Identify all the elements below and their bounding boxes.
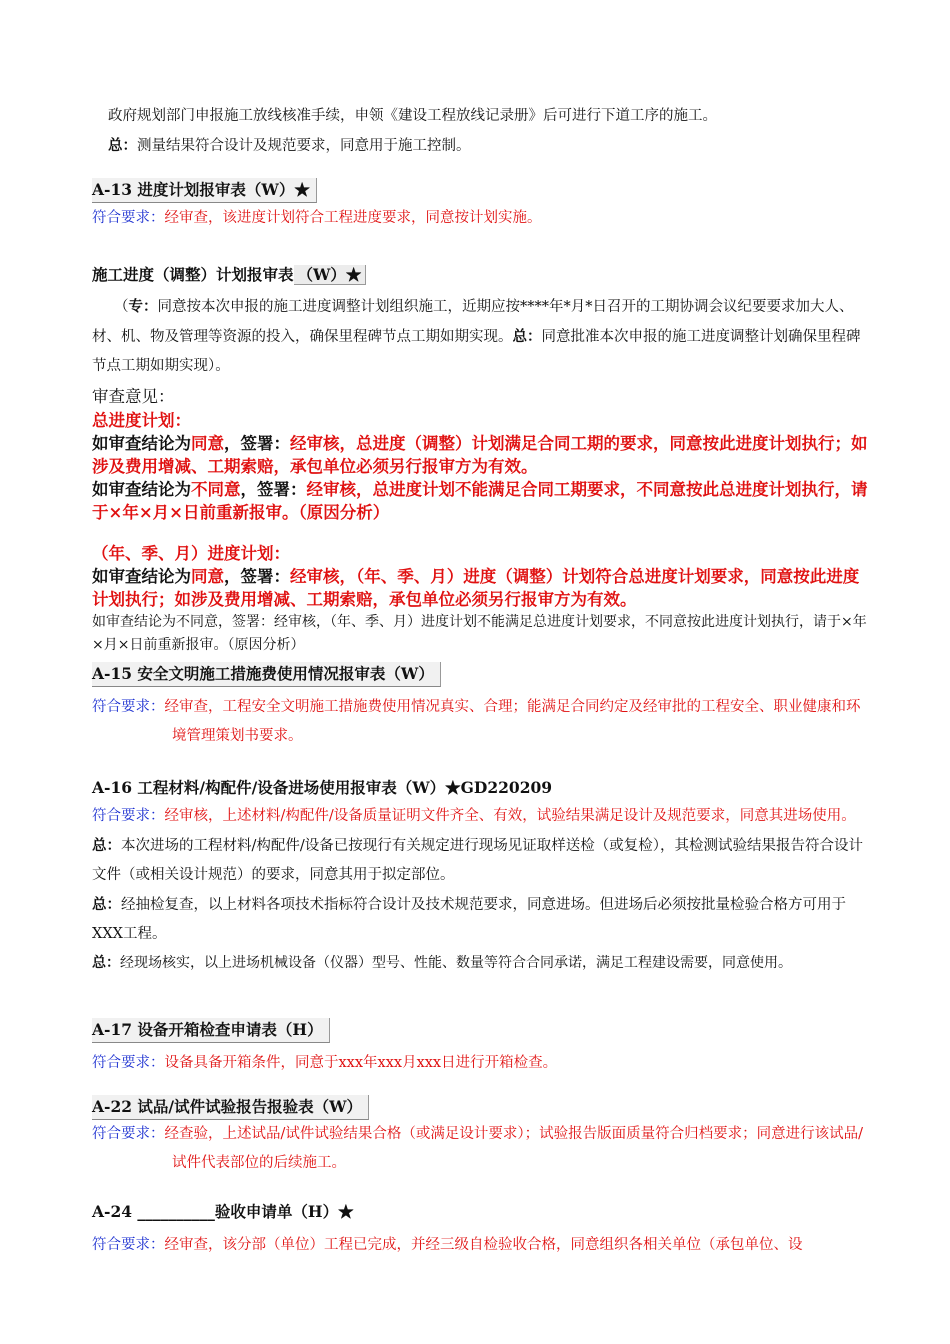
a15-label: 符合要求：	[92, 699, 165, 715]
a24-body	[92, 1231, 868, 1260]
a17-heading: A-17 设备开箱检查申请表（H）	[92, 1018, 330, 1043]
review-total-plan: 总进度计划：	[92, 411, 191, 430]
review-block	[92, 385, 868, 657]
adjust-body: （专：同意按本次申报的施工进度调整计划组织施工，近期应按****年*月*日召开的工期协调会议纪要要求加大人、材、机、物及管理等资源的投入，确保里程碑节点工期如期实现。总：同意批准本次申报的施工进度调整计划确保里程碑节点工期如期实现）。	[92, 298, 861, 374]
adjust-zhuan-text: 同意按本次申报的施工进度调整计划组织施工，近期应按****年*月*日召开的工期协调会议纪要要求加大人、材、机、物及管理等资源的投入，确保里程碑节点工期如期实现。	[92, 299, 854, 345]
intro-block	[108, 102, 878, 161]
adjust-heading-tail: （W）★	[294, 265, 367, 285]
a24-text: 经审查，该分部（单位）工程已完成，并经三级自检验收合格，同意组织各相关单位（承包单位、设	[164, 1237, 803, 1253]
a22-text: 经查验，上述试品/试件试验结果合格（或满足设计要求）；试验报告版面质量符合归档要求；同意进行该试品/试件代表部位的后续施工。	[164, 1126, 864, 1171]
review-title: 审查意见：	[92, 387, 175, 406]
a16-zong-2: 总：经抽检复查，以上材料各项技术指标符合设计及技术规范要求，同意进场。但进场后必须按批量检验合格方可用于XXX工程。	[92, 896, 846, 942]
a13-heading: A-13 进度计划报审表（W）★	[92, 178, 317, 203]
review-total-agree: 如审查结论为同意，签署：经审核，总进度（调整）计划满足合同工期的要求，同意按此进度计划执行；如涉及费用增减、工期索赔，承包单位必须另行报审方为有效。	[92, 434, 868, 476]
a15-heading: A-15 安全文明施工措施费使用情况报审表（W）	[92, 662, 441, 687]
a13-text: 经审查，该进度计划符合工程进度要求，同意按计划实施。	[164, 210, 542, 226]
adjust-heading	[92, 263, 366, 287]
review-period-agree: 如审查结论为同意，签署：经审核，（年、季、月）进度（调整）计划符合总进度计划要求，同意按此进度计划执行；如涉及费用增减、工期索赔，承包单位必须另行报审方为有效。	[92, 567, 860, 609]
intro-line2	[108, 131, 878, 161]
a15-text: 经审查，工程安全文明施工措施费使用情况真实、合理；能满足合同约定及经审批的工程安全、职业健康和环境管理策划书要求。	[164, 699, 861, 744]
a16-text: 经审核，上述材料/构配件/设备质量证明文件齐全、有效，试验结果满足设计及规范要求，同意其进场使用。	[164, 808, 856, 824]
a24-label: 符合要求：	[92, 1237, 165, 1253]
review-period-plan: （年、季、月）进度计划：	[92, 544, 290, 563]
a16-zong-3: 总：经现场核实，以上进场机械设备（仪器）型号、性能、数量等符合合同承诺，满足工程建设需要，同意使用。	[92, 955, 792, 971]
adjust-zong-label: 总：	[512, 328, 542, 345]
a13-body	[92, 204, 868, 233]
a16-zong-1: 总：本次进场的工程材料/构配件/设备已按现行有关规定进行现场见证取样送检（或复检），其检测试验结果报告符合设计文件（或相关设计规范）的要求，同意其用于拟定部位。	[92, 837, 864, 883]
a24-heading: A-24 __________验收申请单（H）★	[92, 1202, 354, 1221]
a17-body	[92, 1049, 868, 1078]
a16-heading: A-16 工程材料/构配件/设备进场使用报审表（W）★GD220209	[92, 778, 553, 797]
adjust-heading-main: 施工进度（调整）计划报审表	[92, 265, 294, 284]
review-total-disagree: 如审查结论为不同意，签署：经审核，总进度计划不能满足合同工期要求，不同意按此总进度计划执行，请于×年×月×日前重新报审。（原因分析）	[92, 480, 868, 522]
a17-label: 符合要求：	[92, 1055, 165, 1071]
adjust-zhuan-label: 专：	[128, 298, 158, 315]
a16-body	[92, 802, 874, 978]
adjust-zong-text: 同意批准本次申报的施工进度调整计划确保里程碑节点工期如期实现）。	[92, 329, 861, 374]
a22-body	[92, 1120, 868, 1178]
a22-label: 符合要求：	[92, 1126, 165, 1142]
a15-body	[92, 693, 868, 751]
a17-text: 设备具备开箱条件，同意于xxx年xxx月xxx日进行开箱检查。	[164, 1055, 558, 1071]
review-period-disagree: 如审查结论为不同意，签署：经审核，（年、季、月）进度计划不能满足总进度计划要求，不同意按此进度计划执行，请于×年×月×日前重新报审。（原因分析）	[92, 614, 867, 653]
a13-label: 符合要求：	[92, 210, 165, 226]
a16-label: 符合要求：	[92, 808, 165, 824]
a22-heading: A-22 试品/试件试验报告报验表（W）	[92, 1095, 369, 1120]
intro-zong-text: 测量结果符合设计及规范要求，同意用于施工控制。	[137, 138, 471, 154]
intro-line1: 政府规划部门申报施工放线核准手续，申领《建设工程放线记录册》后可进行下道工序的施工。	[108, 108, 717, 124]
intro-zong-label: 总：	[108, 137, 137, 154]
